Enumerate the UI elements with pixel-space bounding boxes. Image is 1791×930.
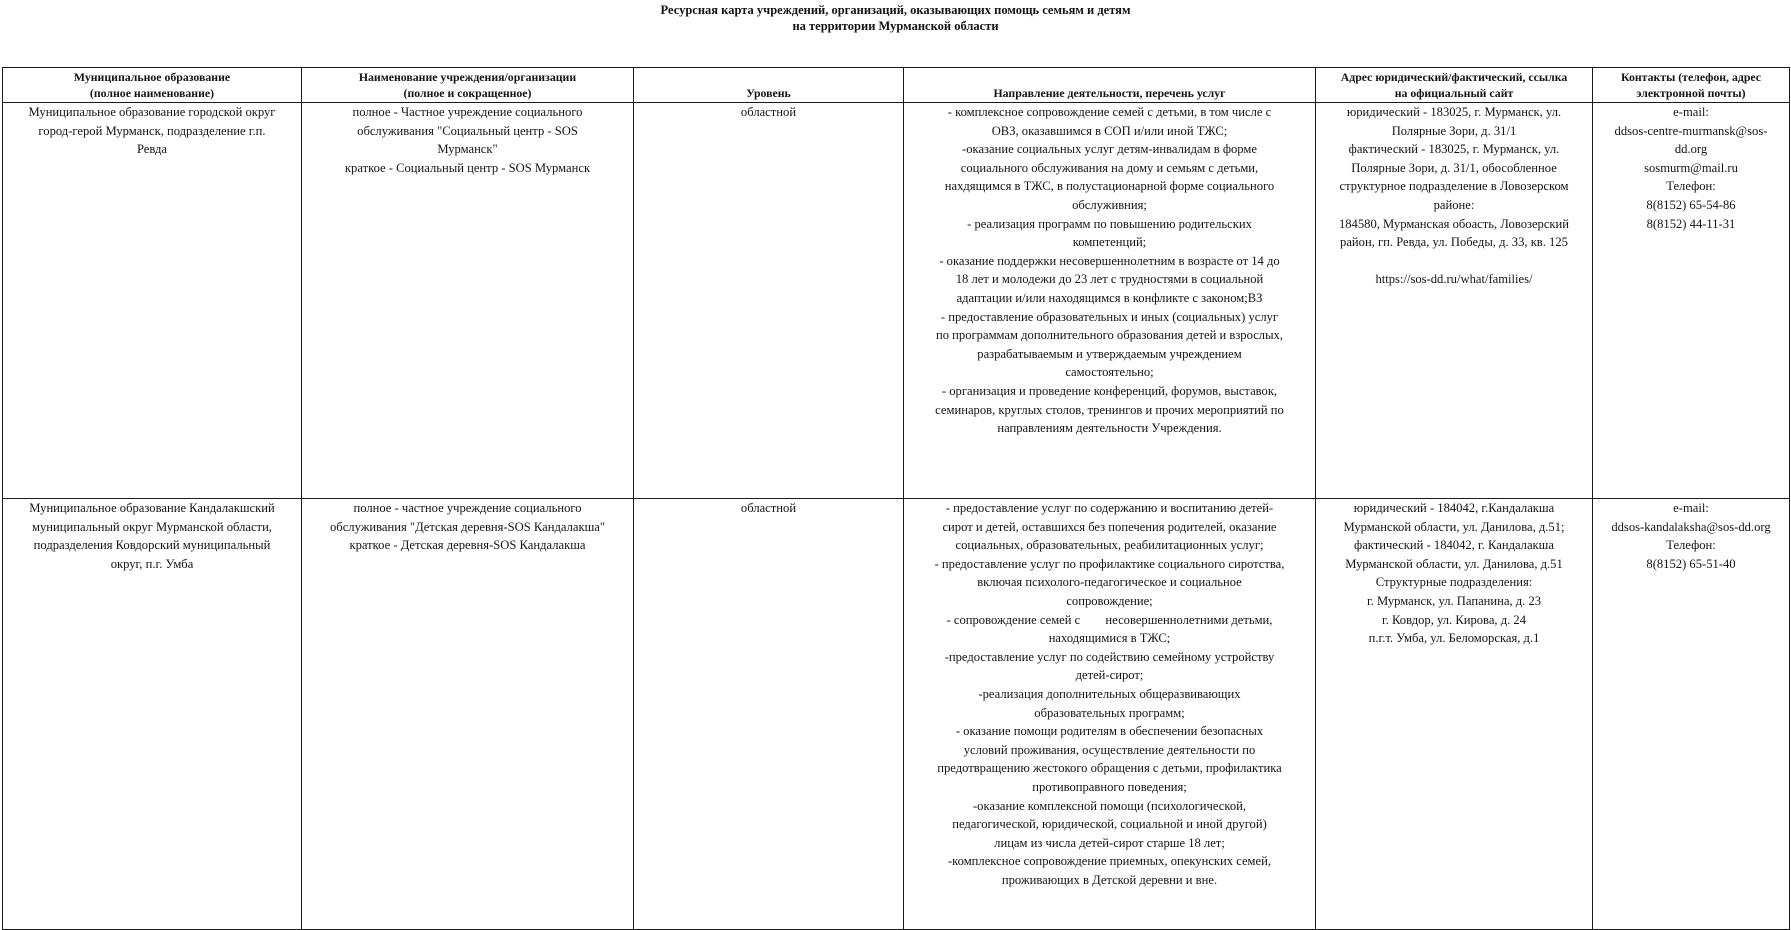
header-services: Направление деятельности, перечень услуг	[904, 68, 1316, 103]
phone-number: 8(8152) 65-51-40	[1646, 556, 1736, 571]
table-row	[3, 103, 1790, 499]
cell-municipality: Муниципальное образование Кандалакшский муниципальный округ Мурманской области, подразделения Ковдорский муниципальный округ, п.г. Умба	[3, 499, 302, 930]
table-header-row	[3, 68, 1790, 103]
email-address: ddsos-centre-murmansk@sos-	[1614, 123, 1768, 138]
document-title-line: Ресурсная карта учреждений, организаций, оказывающих помощь семьям и детям	[660, 3, 1131, 17]
cell-organization: полное - частное учреждение социального обслуживания "Детская деревня-SOS Кандалакша" краткое - Детская деревня-SOS Кандалакша	[302, 499, 634, 930]
website-link: https://sos-dd.ru/what/families/	[1375, 272, 1533, 287]
document-title	[0, 2, 1791, 34]
header-municipality: Муниципальное образование (полное наименование)	[3, 68, 302, 103]
cell-organization: полное - Частное учреждение социального обслуживания "Социальный центр - SOS Мурманск" краткое - Социальный центр - SOS Мурманск	[302, 103, 634, 499]
header-contacts: Контакты (телефон, адрес электронной почты)	[1593, 68, 1790, 103]
cell-municipality: Муниципальное образование городской округ город-герой Мурманск, подразделение г.п. Ревда	[3, 103, 302, 499]
phone-number: 8(8152) 65-54-86	[1646, 197, 1736, 212]
cell-contacts: e-mail: ddsos-centre-murmansk@sos- dd.org sosmurm@mail.ru Телефон: 8(8152) 65-54-86 8(8152) 44-11-31	[1593, 103, 1790, 499]
cell-contacts: e-mail: ddsos-kandalaksha@sos-dd.org Телефон: 8(8152) 65-51-40	[1593, 499, 1790, 930]
cell-level: областной	[634, 499, 904, 930]
email-address: ddsos-kandalaksha@sos-dd.org	[1611, 519, 1771, 534]
cell-address: юридический - 183025, г. Мурманск, ул. Полярные Зори, д. 31/1 фактический - 183025, г. Мурманск, ул. Полярные Зори, д. 31/1, обособленное структурное подразделение в Ловозерском районе: 184580, Мурманская обоасть, Ловозерский район, гп. Ревда, ул. Победы, д. 33, кв. 125 https://sos-dd.ru/what/families/	[1316, 103, 1593, 499]
resource-table	[2, 67, 1790, 930]
cell-address: юридический - 184042, г.Кандалакша Мурманской области, ул. Данилова, д.51; фактический - 184042, г. Кандалакша Мурманской области, ул. Данилова, д.51 Структурные подразделения: г. Мурманск, ул. Папанина, д. 23 г. Ковдор, ул. Кирова, д. 24 п.г.т. Умба, ул. Беломорская, д.1	[1316, 499, 1593, 930]
cell-services: - предоставление услуг по содержанию и воспитанию детей- сирот и детей, оставшихся без попечения родителей, оказание социальных, образовательных, реабилитационных услуг; - предоставление услуг по профилактике социального сиротства, включая психолого-педагогическое и социальное сопровождение; - сопровождение семей с несовершеннолетними детьми, находящимися в ТЖС; -предоставление услуг по содействию семейному устройству детей-сирот; -реализация дополнительных общеразвивающих образовательных программ; - оказание помощи родителям в обеспечении безопасных условий проживания, осуществление деятельности по предотвращению жестокого обращения с детьми, профилактика противоправного поведения; -оказание комплексной помощи (психологической, педагогической, юридической, социальной и иной другой) лицам из числа детей-сирот старше 18 лет; -комплексное сопровождение приемных, опекунских семей, проживающих в Детской деревни и вне.	[904, 499, 1316, 930]
address-spacer	[1321, 252, 1587, 271]
email-address: sosmurm@mail.ru	[1644, 160, 1738, 175]
cell-services: - комплексное сопровождение семей с детьми, в том числе с ОВЗ, оказавшимся в СОП и/или иной ТЖС; -оказание социальных услуг детям-инвалидам в форме социального обслуживания на дому и семьям с детьми, нахдящимся в ТЖС, в полустационарной форме социального обслуживния; - реализация программ по повышению родительских компетенций; - оказание поддержки несовершеннолетним в возрасте от 14 до 18 лет и молодежи до 23 лет с трудностями в социальной адаптации и/или находящимся в конфликте с законом;ВЗ - предоставление образовательных и иных (социальных) услуг по программам дополнительного образования детей и взрослых, разрабатываемым и утверждаемым учреждением самостоятельно; - организация и проведение конференций, форумов, выставок, семинаров, круглых столов, тренингов и прочих мероприятий по направлениям деятельности Учреждения.	[904, 103, 1316, 499]
document-subtitle-line: на территории Мурманской области	[792, 19, 999, 33]
header-organization: Наименование учреждения/организации (полное и сокращенное)	[302, 68, 634, 103]
header-address: Адрес юридический/фактический, ссылка на официальный сайт	[1316, 68, 1593, 103]
phone-number: 8(8152) 44-11-31	[1646, 216, 1736, 231]
header-level: Уровень	[634, 68, 904, 103]
table-row	[3, 499, 1790, 930]
cell-level: областной	[634, 103, 904, 499]
